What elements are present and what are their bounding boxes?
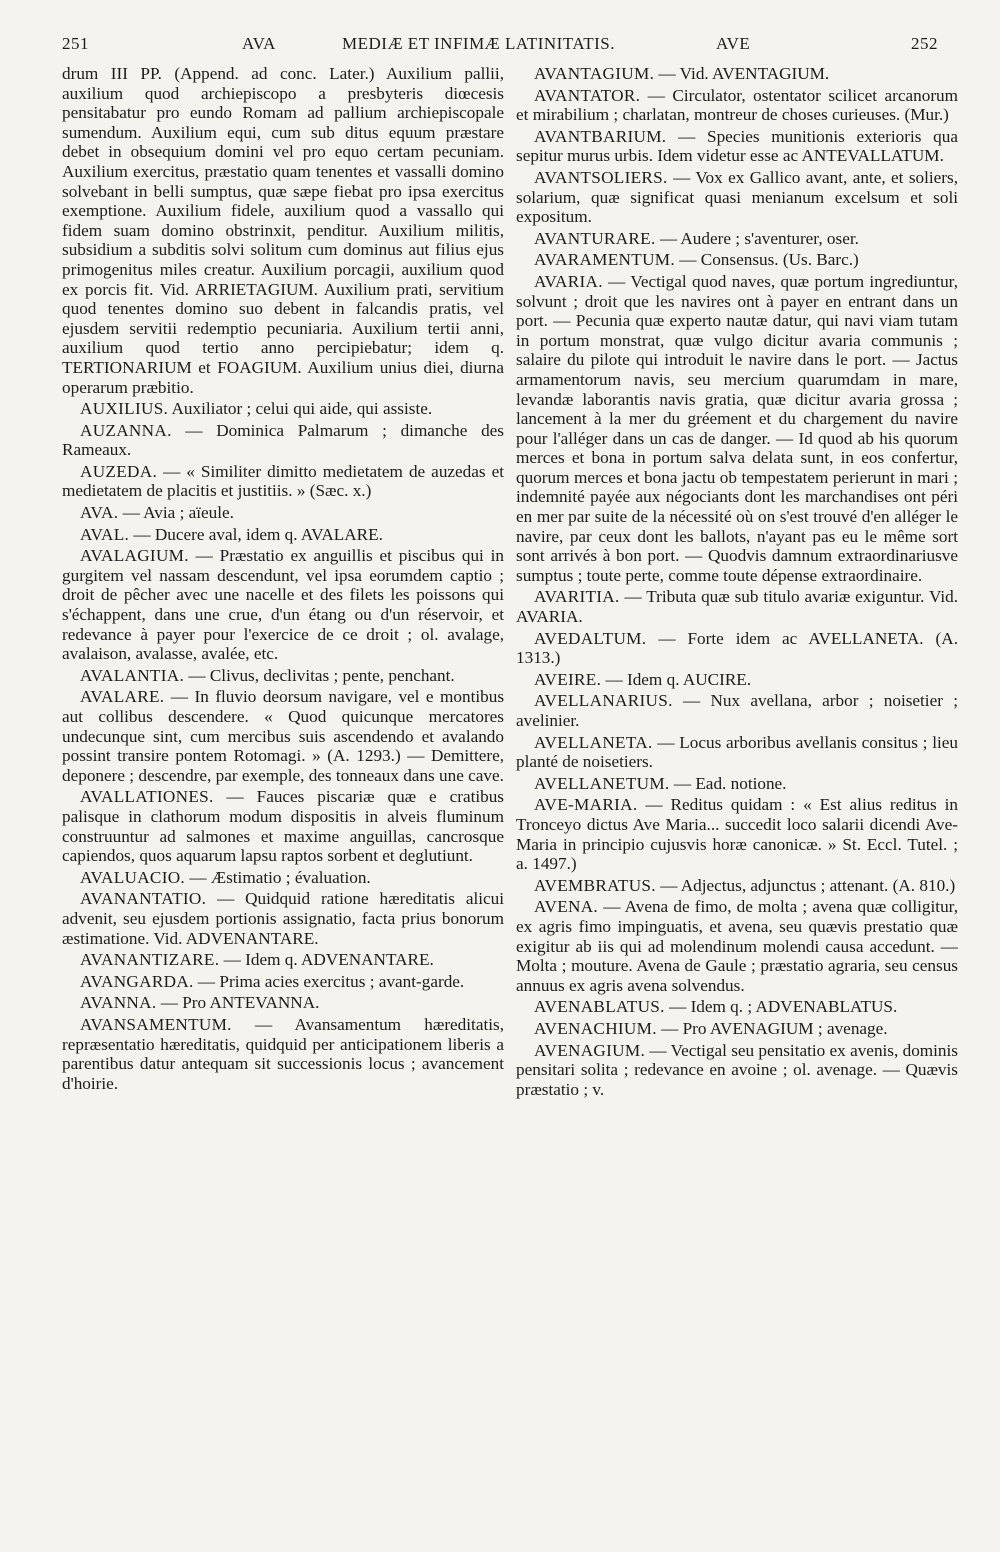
entry [516, 587, 958, 626]
entry [516, 691, 958, 730]
entry-text: — « Similiter dimitto medietatem de auzedas et medietatem de placitis et justitiis. » (Sæc. x.) [62, 461, 504, 501]
headword: AVANTATOR. [534, 85, 641, 105]
headword: AVANTSOLIERS. [534, 167, 668, 187]
headword: AVALAGIUM. [80, 546, 189, 566]
entry-text: — Reditus quidam : « Est alius reditus in Tronceyo dictus Ave Maria... succedit loco salarii dicendi Ave-Maria in principio cujusvis horæ canonicæ. » St. Eccl. Tutel. ; a. 1497.) [516, 795, 959, 874]
entry-text: — Ead. notione. [673, 773, 787, 793]
entry-text: — Tributa quæ sub titulo avariæ exiguntur. Vid. AVARIA. [516, 587, 959, 627]
entry [516, 897, 958, 995]
headword: AVEDALTUM. [534, 628, 647, 648]
entry-text: — Idem q. ; ADVENABLATUS. [669, 997, 898, 1017]
entry-text: drum III PP. (Append. ad conc. Later.) Auxilium pallii, auxilium quod archiepiscopo a presbyteris diœcesis pensitabatur pro eundo Romam ad pallium archiepiscopale sumendum. Auxilium equi, cum sub ditus equum præstare debet in obsequium domini vel pro equo certam pecuniam. Auxilium exercitus, præstatio quam tenentes et vassalli domino solvebant in belli sumptus, quæ sæpe fiebat pro ipsa exercitus exemptione. Auxilium fidele, auxilium quod a vassallo qui fidem suam domino obstrinxit, penditur. Auxilium militis, subsidium a subditis solvi solitum cum dominus aut filius ejus primogenitus miles creatur. Auxilium porcagii, auxilium quod ex porcis fit. Vid. ARRIETAGIUM. Auxilium prati, servitium quod tenentes domino suo debent in falcandis pratis, vel ejusdem servitii redemptio pecuniaria. Auxilium tertii anni, auxilium quod tertio anno percipiebatur; idem q. TERTIONARIUM et FOAGIUM. Auxilium unius diei, diurna operarum præbitio. [62, 64, 504, 397]
entry [516, 795, 958, 873]
entry [62, 1015, 504, 1093]
entry [516, 1019, 958, 1039]
headword: AVE-MARIA. [534, 795, 638, 815]
entry-text: — Adjectus, adjunctus ; attenant. (A. 810.) [660, 875, 956, 895]
entry-text: — Clivus, declivitas ; pente, penchant. [188, 665, 455, 685]
headword: AVANANTIZARE. [80, 950, 220, 970]
entry [516, 1041, 958, 1100]
entry-text: — Locus arboribus avellanis consitus ; lieu planté de noisetiers. [516, 732, 958, 772]
entry-text: — Avena de fimo, de molta ; avena quæ colligitur, ex agris fimo impinguatis, et avena, seu quævis prestatio quæ exigitur ab iis qui ad molendinum molendi causa accedunt. — Molta ; mouture. Avena de Gaule ; præstatio agraria, seu census annuus ex agris avena solvendus. [516, 897, 958, 995]
headword: AVANTURARE. [534, 228, 656, 248]
entry-text: — In fluvio deorsum navigare, vel e montibus aut collibus descendere. « Quod quicunque mercatores undecunque sint, cum mercibus suis ascendendo et avalando possint transire pontem Rotomagi. » (A. 1293.) — Demittere, deponere ; descendre, par exemple, des tonneaux dans une cave. [62, 687, 505, 785]
entry [62, 972, 504, 992]
entry [62, 399, 504, 419]
headword: AVALUACIO. [80, 867, 186, 887]
entry [62, 503, 504, 523]
entry [62, 787, 504, 865]
headword: AVENABLATUS. [534, 997, 665, 1017]
headword: AVANTBARIUM. [534, 126, 667, 146]
entry-text: — Idem q. AUCIRE. [605, 669, 752, 689]
entry-text: — Vectigal seu pensitatio ex avenis, dominis pensitari solita ; redevance en avoine ; ol. avenage. — Quævis præstatio ; v. [516, 1040, 958, 1099]
entry-text: — Forte idem ac AVELLANETA. (A. 1313.) [516, 628, 958, 668]
headword: AVANNA. [80, 993, 157, 1013]
headword: AVA. [80, 503, 119, 523]
entry-text: Auxiliator ; celui qui aide, qui assiste. [171, 399, 433, 419]
headword: AVALLATIONES. [80, 787, 214, 807]
left-column [62, 64, 504, 1095]
entry [516, 629, 958, 668]
entry [516, 168, 958, 227]
entry [516, 127, 958, 166]
entry [516, 64, 958, 84]
entry [516, 733, 958, 772]
headword: AVALARE. [80, 687, 165, 707]
headword: AVAL. [80, 524, 130, 544]
entry [62, 868, 504, 888]
running-header [62, 34, 938, 56]
headword: AUZANNA. [80, 420, 172, 440]
entry-text: — Vectigal quod naves, quæ portum ingrediuntur, solvunt ; droit que les navires ont à payer en entrant dans un port. — Pecunia quæ experto nautæ datur, qui navi viam tutam in portum monstrat, quæ vulgo dicitur avaria communis ; salaire du pilote qui introduit le navire dans le port. — Jactus armamentorum navis, seu mercium quarumdam in mare, levandæ laborantis navis gratia, quæ dicitur avaria grossa ; lancement à la mer du gréement et du chargement du navire pour l'alléger dans un cas de danger. — Id quod ab his quorum merces et bona in portum salva delata sunt, in eos confertur, quorum merces et bona jactu ob tempestatem perierunt in mari ; indemnité payée aux négociants dont les marchandises ont péri en mer par suite de la nécessité où on s'est trouvé d'en alléger le navire, par ceux dont les ballots, n'ayant pas eu le même sort sont arrivés à bon port. — Quodvis damnum extraordinariusve sumptus ; toute perte, comme toute dépense extraordinaire. [516, 271, 959, 585]
headword: AVEIRE. [534, 669, 602, 689]
entry-text: — Ducere aval, idem q. AVALARE. [133, 524, 383, 544]
entry [62, 889, 504, 948]
entry [62, 462, 504, 501]
headword: AVANGARDA. [80, 971, 194, 991]
entry [62, 993, 504, 1013]
left-guide-word: AVA [242, 34, 276, 53]
right-column [516, 64, 958, 1101]
entry [516, 774, 958, 794]
headword: AVARITIA. [534, 587, 620, 607]
entry-text: — Nux avellana, arbor ; noisetier ; avelinier. [516, 691, 958, 730]
headword: AUZEDA. [80, 461, 158, 481]
entry-text: — Fauces piscariæ quæ e cratibus palisque in clathorum modum dispositis in alveis fluminum construuntur ad salmones et maxime anguillas, cancrosque capiendos, quos aquarum lapsu raptos sorbent et deglutiunt. [62, 787, 504, 866]
headword: AVENAGIUM. [534, 1040, 646, 1060]
headword: AVELLANETA. [534, 732, 653, 752]
entry [62, 525, 504, 545]
entry-text: — Species munitionis exterioris qua sepitur murus urbis. Idem videtur esse ac ANTEVALLATUM. [516, 126, 958, 166]
entry-text: — Idem q. ADVENANTARE. [223, 950, 434, 970]
headword: AUXILIUS. [80, 399, 169, 419]
headword: AVANTAGIUM. [534, 64, 655, 83]
entry [516, 670, 958, 690]
entry-text: — Avia ; aïeule. [122, 503, 234, 523]
entry-text: — Avansamentum hæreditatis, repræsentatio hæreditatis, quidquid per anticipationem liberis a parentibus datur antequam sit successionis locus ; avancement d'hoirie. [62, 1014, 504, 1093]
headword: AVARAMENTUM. [534, 250, 675, 270]
entry [516, 272, 958, 586]
entry-text: — Quidquid ratione hæreditatis alicui advenit, seu ejusdem portionis assignatio, facta prius bonorum æstimatione. Vid. ADVENANTARE. [62, 889, 505, 948]
headword: AVENA. [534, 897, 599, 917]
headword: AVARIA. [534, 271, 603, 291]
entry [516, 876, 958, 896]
entry [516, 997, 958, 1017]
headword: AVANANTATIO. [80, 889, 207, 909]
entry-text: — Dominica Palmarum ; dimanche des Rameaux. [62, 420, 504, 460]
entry-text: — Pro AVENAGIUM ; avenage. [661, 1018, 888, 1038]
entry-text: — Æstimatio ; évaluation. [189, 867, 371, 887]
entry [62, 421, 504, 460]
entry [516, 229, 958, 249]
entry-text: — Vox ex Gallico avant, ante, et soliers, solarium, quæ significat quasi menianum excelsum et soli expositum. [516, 167, 959, 227]
entry [62, 950, 504, 970]
entry-text: — Pro ANTEVANNA. [160, 993, 320, 1013]
entry-continuation [62, 64, 504, 397]
entry [516, 86, 958, 125]
entry-text: — Consensus. (Us. Barc.) [679, 250, 859, 270]
entry [62, 687, 504, 785]
headword: AVANSAMENTUM. [80, 1014, 232, 1034]
entry-text: — Præstatio ex anguillis et piscibus qui in gurgitem vel nassam descendunt, vel ipsa eorumdem captio ; droit de pêcher avec une nacelle et des filets les poissons qui s'échappent, dans une crue, d'un étang ou d'un réservoir, et redevance à payer pour l'exercice de ce droit ; ol. avalage, avalaison, avalasse, avalée, etc. [62, 546, 504, 664]
entry-text: — Circulator, ostentator scilicet arcanorum et mirabilium ; charlatan, montreur de choses curieuses. (Mur.) [516, 85, 959, 125]
entry-text: — Vid. AVENTAGIUM. [658, 64, 830, 83]
left-page-number: 251 [62, 34, 89, 53]
right-page-number: 252 [911, 34, 938, 53]
right-guide-word: AVE [716, 34, 751, 53]
headword: AVELLANETUM. [534, 773, 670, 793]
entry [62, 546, 504, 664]
headword: AVELLANARIUS. [534, 691, 673, 711]
entry-text: — Prima acies exercitus ; avant-garde. [197, 971, 465, 991]
entry-text: — Audere ; s'aventurer, oser. [659, 228, 859, 248]
headword: AVENACHIUM. [534, 1018, 657, 1038]
headword: AVEMBRATUS. [534, 875, 656, 895]
entry [516, 250, 958, 270]
entry [62, 666, 504, 686]
running-title: MEDIÆ ET INFIMÆ LATINITATIS. [342, 34, 615, 53]
headword: AVALANTIA. [80, 665, 185, 685]
